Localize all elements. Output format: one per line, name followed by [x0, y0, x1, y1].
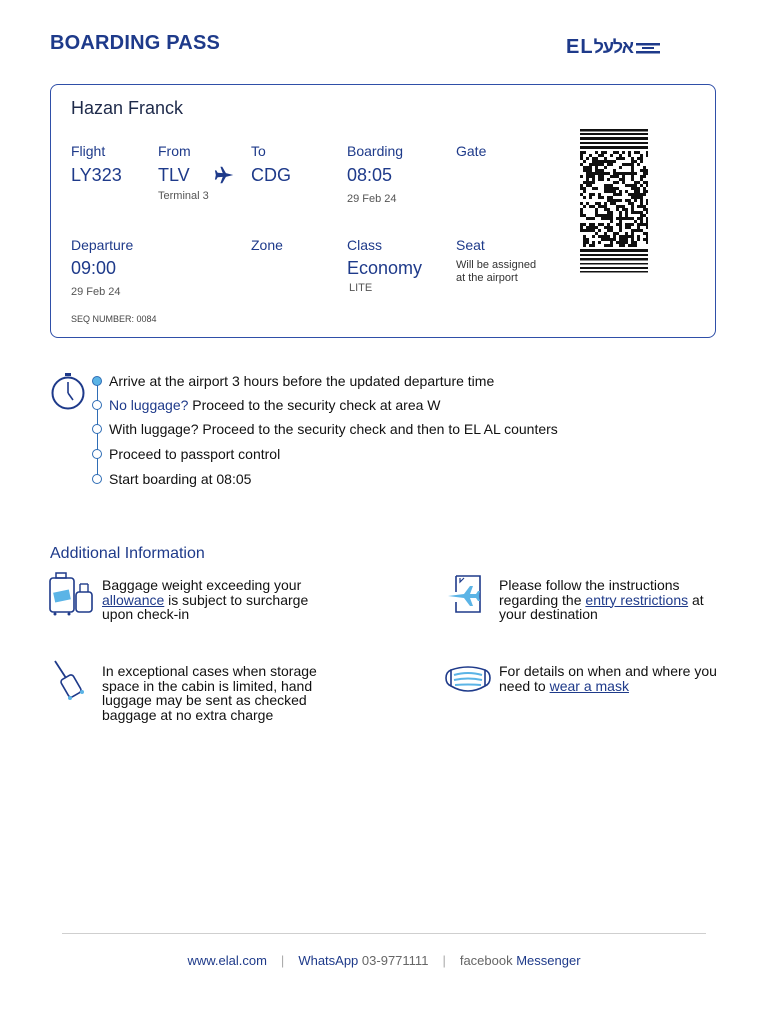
entry-info: [499, 578, 729, 622]
step-text: With luggage? Proceed to the security check and then to EL AL counters: [109, 421, 558, 437]
departure-time: 09:00: [71, 258, 117, 278]
website-link[interactable]: www.elal.com: [187, 953, 267, 968]
from-label: From: [158, 143, 191, 159]
step-with-luggage: [92, 419, 558, 439]
clock-icon: [50, 373, 86, 411]
face-mask-icon: [445, 662, 491, 696]
from-terminal: Terminal 3: [158, 190, 209, 202]
gate-label: Gate: [456, 143, 487, 159]
trolley-bag-icon: [52, 658, 92, 702]
barcode: [580, 129, 648, 275]
flight-value: LY323: [71, 165, 122, 185]
to-label: To: [251, 143, 266, 159]
step-prefix: No luggage?: [109, 397, 189, 413]
baggage-text: Baggage weight exceeding your: [102, 577, 302, 593]
mask-text: For details on when and where you need to: [499, 663, 717, 694]
baggage-info: [102, 578, 332, 622]
seat-note: Will be assigned at the airport: [456, 259, 537, 284]
step-dot: [92, 474, 102, 484]
step-dot-active: [92, 376, 102, 386]
whatsapp-label[interactable]: WhatsApp: [298, 953, 359, 968]
airplane-icon: [214, 164, 236, 186]
flag-stripes-icon: [636, 41, 660, 55]
step-dot: [92, 400, 102, 410]
departure-label: Departure: [71, 237, 134, 253]
step-no-luggage: [92, 395, 441, 415]
zone-label: Zone: [251, 237, 283, 253]
logo-hebrew: אלעל: [593, 37, 634, 57]
step-text: Proceed to the security check at area W: [188, 397, 441, 413]
step-boarding: [92, 469, 251, 489]
sequence-number: SEQ NUMBER: 0084: [71, 314, 157, 324]
step-dot: [92, 449, 102, 459]
facebook-label[interactable]: facebook: [459, 953, 513, 968]
luggage-icon: [47, 572, 95, 616]
step-text: Start boarding at 08:05: [109, 471, 252, 487]
mask-info: [499, 664, 724, 693]
footer: [0, 953, 768, 968]
footer-divider: [62, 933, 706, 934]
class-value: Economy: [347, 258, 423, 278]
elal-logo: [566, 36, 660, 59]
step-dot: [92, 424, 102, 434]
departure-date: 29 Feb 24: [71, 286, 121, 298]
step-arrive: [92, 371, 494, 391]
flight-label: Flight: [71, 143, 106, 159]
class-fare: LITE: [349, 282, 373, 294]
entry-restrictions-link[interactable]: entry restrictions: [585, 591, 689, 608]
boarding-date: 29 Feb 24: [347, 193, 397, 205]
entry-text-end: at your destination: [499, 591, 704, 622]
additional-info-title: Additional Information: [50, 545, 205, 562]
step-passport: [92, 444, 280, 464]
footer-separator: |: [442, 953, 446, 968]
passenger-name: Hazan Franck: [71, 98, 184, 118]
to-value: CDG: [251, 165, 291, 185]
cabin-info: In exceptional cases when storage space in the cabin is limited, hand luggage may be sent as checked baggage at no extra charge: [102, 663, 317, 723]
whatsapp-number[interactable]: 03-9771111: [361, 953, 429, 968]
wear-mask-link[interactable]: wear a mask: [549, 677, 629, 694]
class-label: Class: [347, 237, 383, 253]
step-text: Arrive at the airport 3 hours before the updated departure time: [109, 373, 495, 389]
logo-text: EL: [566, 36, 594, 58]
from-value: TLV: [158, 165, 190, 185]
allowance-link[interactable]: allowance: [102, 591, 165, 608]
boarding-label: Boarding: [347, 143, 404, 159]
baggage-text-end: is subject to surcharge upon check-in: [102, 591, 309, 622]
messenger-link[interactable]: Messenger: [516, 953, 581, 968]
footer-separator: |: [280, 953, 285, 968]
boarding-time: 08:05: [347, 165, 393, 185]
step-text: Proceed to passport control: [109, 446, 281, 462]
page-title: BOARDING PASS: [50, 32, 221, 54]
document-plane-icon: [446, 574, 488, 614]
seat-label: Seat: [456, 237, 485, 253]
entry-text: Please follow the instructions regarding the: [499, 577, 680, 608]
